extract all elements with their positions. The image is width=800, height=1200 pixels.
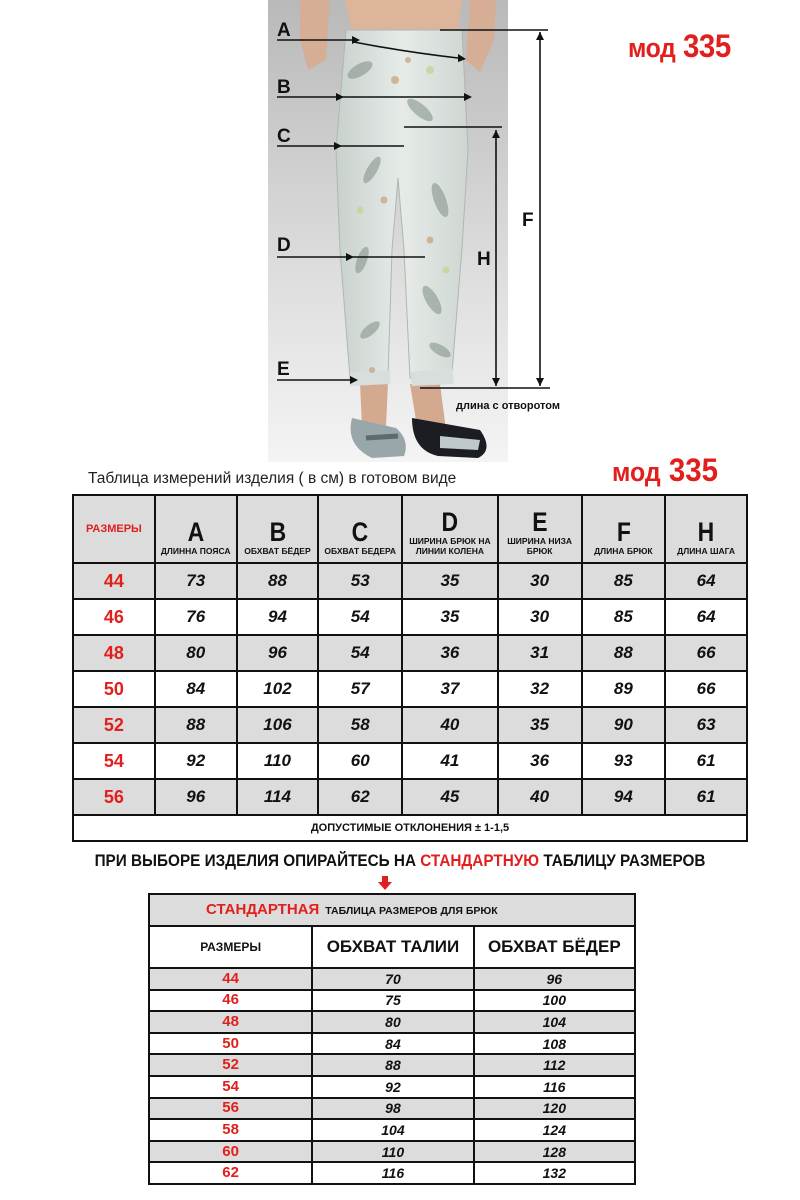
- table-cell: 53: [318, 563, 402, 599]
- model-number: 335: [683, 28, 731, 64]
- size-cell: 46: [149, 990, 312, 1012]
- size-cell: 44: [149, 968, 312, 990]
- table-cell: 35: [498, 707, 582, 743]
- table-cell: 90: [582, 707, 666, 743]
- column-header: C ОБХВАТ БЕДЕРА: [318, 495, 402, 563]
- table-cell: 37: [402, 671, 498, 707]
- standard-title-highlight: СТАНДАРТНАЯ: [206, 901, 320, 918]
- label-e: E: [277, 359, 290, 380]
- waist-cell: 110: [312, 1141, 473, 1163]
- table-cell: 92: [155, 743, 237, 779]
- column-header: D ШИРИНА БРЮК НА ЛИНИИ КОЛЕНА: [402, 495, 498, 563]
- model-label: [628, 28, 731, 65]
- size-cell: 52: [149, 1054, 312, 1076]
- table-row: [73, 707, 747, 743]
- size-cell: 52: [73, 707, 155, 743]
- table-cell: 41: [402, 743, 498, 779]
- label-d: D: [277, 235, 291, 256]
- size-cell: 48: [73, 635, 155, 671]
- hips-cell: 104: [474, 1011, 635, 1033]
- size-cell: 60: [149, 1141, 312, 1163]
- table-cell: 40: [402, 707, 498, 743]
- hips-cell: 116: [474, 1076, 635, 1098]
- size-header: РАЗМЕРЫ: [73, 495, 155, 563]
- standard-table-header: [149, 926, 635, 968]
- table-row: [73, 599, 747, 635]
- table-cell: 94: [237, 599, 319, 635]
- table-cell: 88: [155, 707, 237, 743]
- size-cell: 54: [73, 743, 155, 779]
- size-column-header: РАЗМЕРЫ: [149, 926, 312, 968]
- standard-table-title-row: [149, 894, 635, 926]
- waist-cell: 104: [312, 1119, 473, 1141]
- table-row: [149, 1054, 635, 1076]
- table-row: [149, 1141, 635, 1163]
- table-cell: 66: [665, 671, 747, 707]
- size-cell: 46: [73, 599, 155, 635]
- label-f: F: [522, 210, 534, 231]
- table-cell: 94: [582, 779, 666, 815]
- tolerance-note: ДОПУСТИМЫЕ ОТКЛОНЕНИЯ ± 1-1,5: [73, 815, 747, 841]
- table-cell: 58: [318, 707, 402, 743]
- column-header: E ШИРИНА НИЗА БРЮК: [498, 495, 582, 563]
- table-row: [149, 990, 635, 1012]
- table-cell: 35: [402, 599, 498, 635]
- table-cell: 36: [402, 635, 498, 671]
- column-header: F ДЛИНА БРЮК: [582, 495, 666, 563]
- table-cell: 61: [665, 779, 747, 815]
- table-cell: 110: [237, 743, 319, 779]
- hips-cell: 132: [474, 1162, 635, 1184]
- table-cell: 62: [318, 779, 402, 815]
- tolerance-row: [73, 815, 747, 841]
- standard-title-rest: ТАБЛИЦА РАЗМЕРОВ ДЛЯ БРЮК: [325, 905, 498, 917]
- column-header: A ДЛИННА ПОЯСА: [155, 495, 237, 563]
- table-cell: 63: [665, 707, 747, 743]
- table-cell: 96: [155, 779, 237, 815]
- waist-cell: 84: [312, 1033, 473, 1055]
- table-cell: 45: [402, 779, 498, 815]
- table-cell: 35: [402, 563, 498, 599]
- trousers-illustration: [0, 0, 800, 470]
- table-cell: 114: [237, 779, 319, 815]
- waist-cell: 75: [312, 990, 473, 1012]
- table-cell: 96: [237, 635, 319, 671]
- table-cell: 30: [498, 599, 582, 635]
- size-cell: 56: [73, 779, 155, 815]
- table-cell: 60: [318, 743, 402, 779]
- table-cell: 30: [498, 563, 582, 599]
- hips-cell: 108: [474, 1033, 635, 1055]
- standard-table-title: [149, 894, 635, 926]
- waist-cell: 88: [312, 1054, 473, 1076]
- hips-cell: 120: [474, 1098, 635, 1120]
- table-cell: 93: [582, 743, 666, 779]
- table-cell: 64: [665, 563, 747, 599]
- table-cell: 80: [155, 635, 237, 671]
- table-cell: 85: [582, 563, 666, 599]
- table-row: [149, 1011, 635, 1033]
- standard-size-table: [148, 893, 636, 1185]
- table-row: [149, 968, 635, 990]
- waist-cell: 80: [312, 1011, 473, 1033]
- size-cell: 48: [149, 1011, 312, 1033]
- table-row: [149, 1033, 635, 1055]
- waist-cell: 98: [312, 1098, 473, 1120]
- label-c: C: [277, 126, 291, 147]
- table-cell: 61: [665, 743, 747, 779]
- hips-cell: 100: [474, 990, 635, 1012]
- table-cell: 106: [237, 707, 319, 743]
- model-prefix: мод: [612, 457, 661, 487]
- label-h: H: [477, 249, 491, 270]
- table-cell: 64: [665, 599, 747, 635]
- table-cell: 89: [582, 671, 666, 707]
- model-number: 335: [668, 452, 718, 488]
- table-row: [149, 1162, 635, 1184]
- table-row: [149, 1098, 635, 1120]
- table-row: [73, 779, 747, 815]
- table-cell: 88: [582, 635, 666, 671]
- model-prefix: мод: [628, 33, 676, 63]
- table-row: [73, 635, 747, 671]
- table-cell: 76: [155, 599, 237, 635]
- advice-text-end: ТАБЛИЦУ РАЗМЕРОВ: [539, 851, 706, 870]
- table-cell: 66: [665, 635, 747, 671]
- size-cell: 44: [73, 563, 155, 599]
- waist-cell: 116: [312, 1162, 473, 1184]
- table-row: [73, 743, 747, 779]
- model-label-secondary: [612, 452, 718, 489]
- waist-column-header: ОБХВАТ ТАЛИИ: [312, 926, 473, 968]
- advice-text-start: ПРИ ВЫБОРЕ ИЗДЕЛИЯ ОПИРАЙТЕСЬ НА: [94, 851, 421, 870]
- hips-cell: 96: [474, 968, 635, 990]
- table-cell: 31: [498, 635, 582, 671]
- cuff-length-note: длина с отворотом: [456, 400, 561, 412]
- size-cell: 50: [73, 671, 155, 707]
- hips-column-header: ОБХВАТ БЁДЕР: [474, 926, 635, 968]
- table-cell: 85: [582, 599, 666, 635]
- table-row: [149, 1119, 635, 1141]
- advice-line: [40, 851, 760, 871]
- table-row: [149, 1076, 635, 1098]
- measurement-table-title: Таблица измерений изделия ( в см) в готовом виде: [88, 470, 457, 487]
- advice-highlight: СТАНДАРТНУЮ: [420, 851, 540, 870]
- table-cell: 57: [318, 671, 402, 707]
- size-cell: 58: [149, 1119, 312, 1141]
- size-cell: 56: [149, 1098, 312, 1120]
- waist-cell: 70: [312, 968, 473, 990]
- table-cell: 102: [237, 671, 319, 707]
- table-cell: 36: [498, 743, 582, 779]
- table-cell: 84: [155, 671, 237, 707]
- table-cell: 54: [318, 635, 402, 671]
- waist-cell: 92: [312, 1076, 473, 1098]
- column-header: H ДЛИНА ШАГА: [665, 495, 747, 563]
- column-header: B ОБХВАТ БЁДЕР: [237, 495, 319, 563]
- product-diagram: [0, 0, 800, 470]
- table-row: [73, 563, 747, 599]
- size-cell: 54: [149, 1076, 312, 1098]
- label-b: B: [277, 77, 291, 98]
- hips-cell: 124: [474, 1119, 635, 1141]
- table-cell: 40: [498, 779, 582, 815]
- hips-cell: 128: [474, 1141, 635, 1163]
- table-cell: 73: [155, 563, 237, 599]
- table-cell: 32: [498, 671, 582, 707]
- table-header-row: [73, 495, 747, 563]
- table-row: [73, 671, 747, 707]
- hips-cell: 112: [474, 1054, 635, 1076]
- size-cell: 62: [149, 1162, 312, 1184]
- table-cell: 88: [237, 563, 319, 599]
- measurement-table: [72, 494, 748, 842]
- size-cell: 50: [149, 1033, 312, 1055]
- table-cell: 54: [318, 599, 402, 635]
- down-arrow-icon: [378, 876, 392, 890]
- label-a: A: [277, 20, 291, 41]
